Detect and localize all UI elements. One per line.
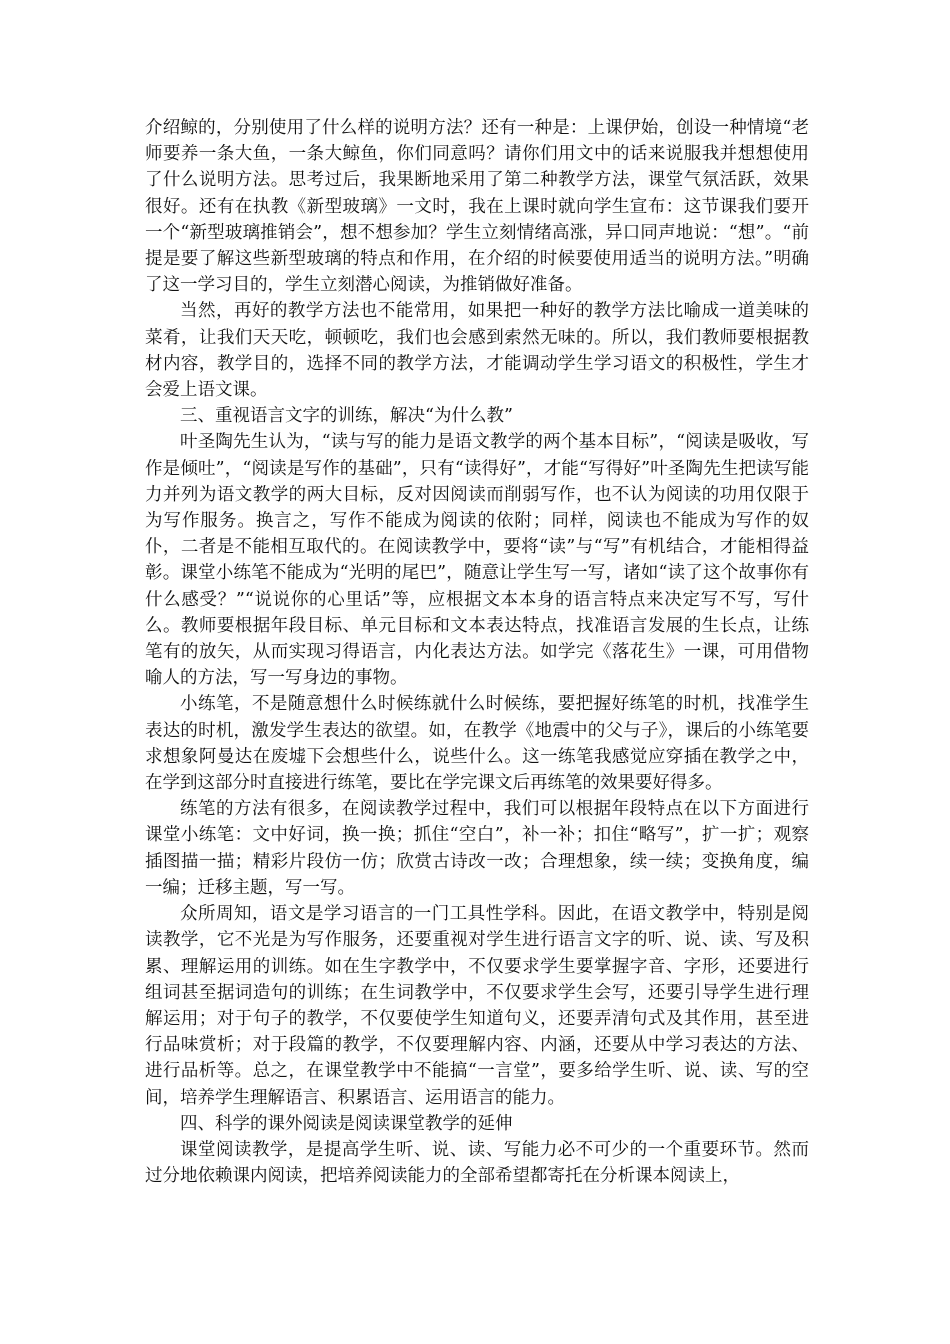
- paragraph-1: 介绍鲸的，分别使用了什么样的说明方法？还有一种是：上课伊始，创设一种情境“老师要养一条大鱼，一条大鲸鱼，你们同意吗？请你们用文中的话来说服我并想想使用了什么说明方法。思考过后，我果断地采用了第二种教学方法，课堂气氛活跃，效果很好。还有在执教《新型玻璃》一文时，我在上课时就向学生宣布：这节课我们要开一个“新型玻璃推销会”，想不想参加？学生立刻情绪高涨，异口同声地说：“想”。“前提是要了解这些新型玻璃的特点和作用，在介绍的时候要使用适当的说明方法。”明确了这一学习目的，学生立刻潜心阅读，为推销做好准备。: [145, 118, 809, 296]
- document-body: [145, 115, 809, 1189]
- paragraph-3: 叶圣陶先生认为，“读与写的能力是语文教学的两个基本目标”，“阅读是吸收，写作是倾吐”，“阅读是写作的基础”，只有“读得好”，才能“写得好”叶圣陶先生把读写能力并列为语文教学的两大目标，反对因阅读而削弱写作，也不认为阅读的功用仅限于为写作服务。换言之，写作不能成为阅读的依附；同样，阅读也不能成为写作的奴仆，二者是不能相互取代的。在阅读教学中，要将“读”与“写”有机结合，才能相得益彰。课堂小练笔不能成为“光明的尾巴”，随意让学生写一写，诸如“读了这个故事你有什么感受？”“说说你的心里话”等，应根据文本本身的语言特点来决定写不写，写什么。教师要根据年段目标、单元目标和文本表达特点，找准语言发展的生长点，让练笔有的放矢，从而实现习得语言，内化表达方法。如学完《落花生》一课，可用借物喻人的方法，写一写身边的事物。: [145, 432, 809, 689]
- paragraph-2: 当然，再好的教学方法也不能常用，如果把一种好的教学方法比喻成一道美味的菜肴，让我们天天吃，顿顿吃，我们也会感到索然无味的。所以，我们教师要根据教材内容，教学目的，选择不同的教学方法，才能调动学生学习语文的积极性，学生才会爱上语文课。: [145, 301, 809, 401]
- paragraph-4: 小练笔，不是随意想什么时候练就什么时候练，要把握好练笔的时机，找准学生表达的时机，激发学生表达的欲望。如，在教学《地震中的父与子》，课后的小练笔要求想象阿曼达在废墟下会想些什么，说些什么。这一练笔我感觉应穿插在教学之中，在学到这部分时直接进行练笔，要比在学完课文后再练笔的效果要好得多。: [145, 694, 809, 794]
- paragraph-6: 众所周知，语文是学习语言的一门工具性学科。因此，在语文教学中，特别是阅读教学，它不光是为写作服务，还要重视对学生进行语言文字的听、说、读、写及积累、理解运用的训练。如在生字教学中，不仅要求学生要掌握字音、字形，还要进行组词甚至据词造句的训练；在生词教学中，不仅要求学生会写，还要引导学生进行理解运用；对于句子的教学，不仅要使学生知道句义，还要弄清句式及其作用，甚至进行品味赏析；对于段篇的教学，不仅要理解内容、内涵，还要从中学习表达的方法、进行品析等。总之，在课堂教学中不能搞“一言堂”，要多给学生听、说、读、写的空间，培养学生理解语言、积累语言、运用语言的能力。: [145, 904, 809, 1108]
- paragraph-5: 练笔的方法有很多，在阅读教学过程中，我们可以根据年段特点在以下方面进行课堂小练笔：文中好词，换一换；抓住“空白”，补一补；扣住“略写”，扩一扩；观察插图描一描；精彩片段仿一仿；欣赏古诗改一改；合理想象，续一续；变换角度，编一编；迁移主题，写一写。: [145, 799, 809, 898]
- section-heading-3: 三、重视语言文字的训练，解决“为什么教”: [180, 406, 513, 427]
- section-heading-4: 四、科学的课外阅读是阅读课堂教学的延伸: [180, 1113, 513, 1134]
- paragraph-7: 课堂阅读教学，是提高学生听、说、读、写能力必不可少的一个重要环节。然而过分地依赖课内阅读，把培养阅读能力的全部希望都寄托在分析课本阅读上，: [145, 1139, 809, 1187]
